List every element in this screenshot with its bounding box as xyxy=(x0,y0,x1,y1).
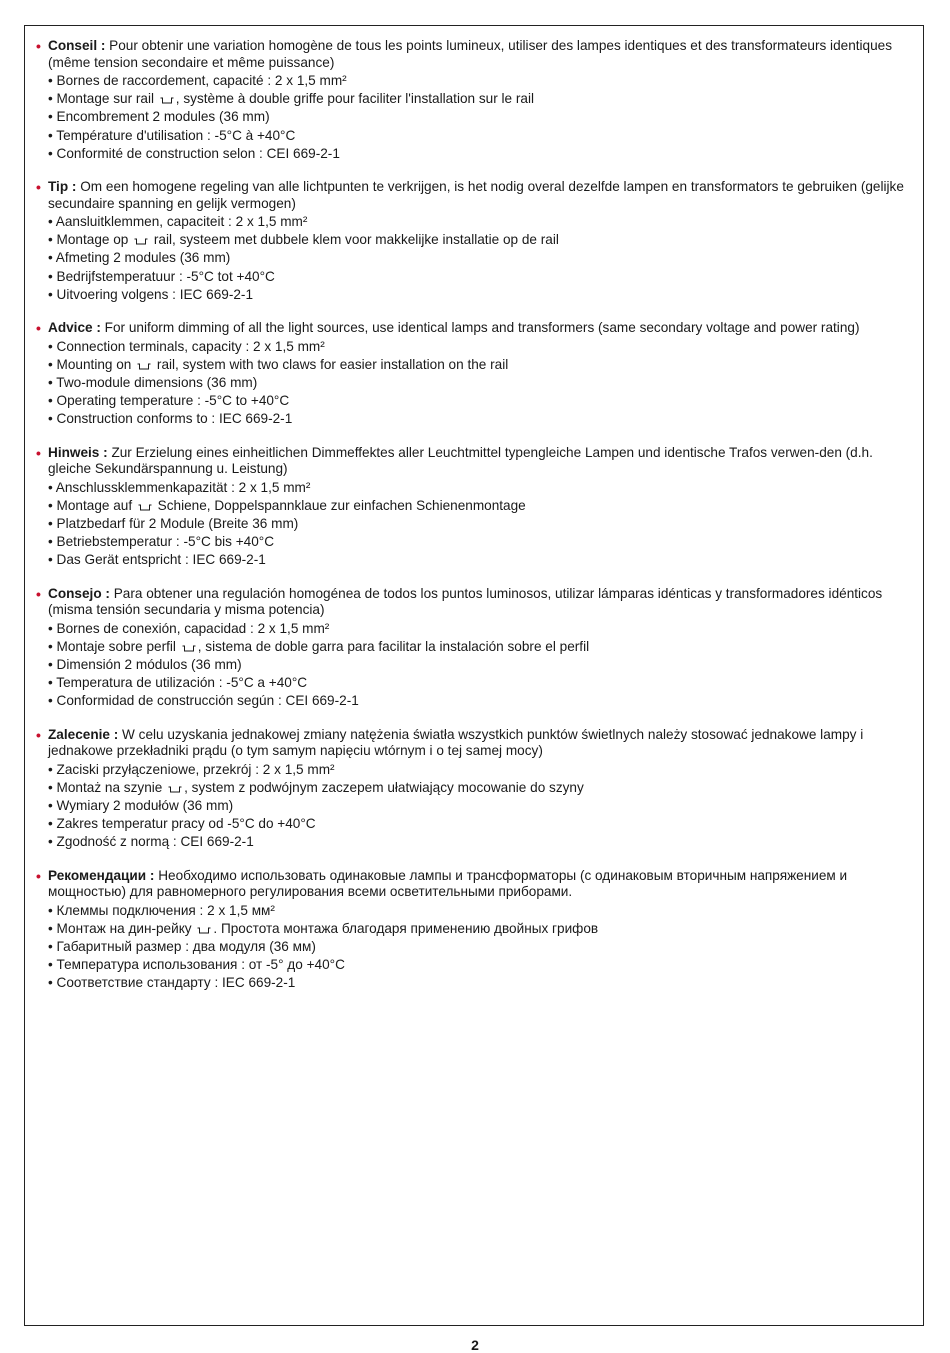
list-item-text-before: Монтаж на дин-рейку xyxy=(56,920,196,936)
document-body xyxy=(36,38,912,1009)
spec-list xyxy=(36,479,912,570)
section-intro xyxy=(36,38,912,71)
spec-list xyxy=(36,213,912,304)
section-intro xyxy=(36,586,912,619)
list-item xyxy=(48,479,912,497)
list-item xyxy=(48,286,912,304)
red-bullet-icon: • xyxy=(36,585,41,602)
section-text: Para obtener una regulación homogénea de todos los puntos luminosos, utilizar lámparas idénticas y transformadores idénticos (misma tensión secundaria y misma potencia) xyxy=(48,585,883,618)
list-item xyxy=(48,833,912,851)
red-bullet-icon: • xyxy=(36,179,41,196)
din-rail-icon xyxy=(182,645,196,652)
section-title: Tip : xyxy=(48,179,77,195)
list-item xyxy=(48,72,912,90)
red-bullet-icon: • xyxy=(36,320,41,337)
list-item-text: Соответствие стандарту : IEC 669-2-1 xyxy=(56,975,296,991)
list-item-text: Dimensión 2 módulos (36 mm) xyxy=(56,656,242,672)
list-item-text: Température d'utilisation : -5°C à +40°C xyxy=(56,127,296,143)
spec-list xyxy=(36,338,912,429)
section-title: Advice : xyxy=(48,320,101,336)
section-title: Hinweis : xyxy=(48,444,108,460)
section-title: Zalecenie : xyxy=(48,726,119,742)
section-text: For uniform dimming of all the light sources, use identical lamps and transformers (same secondary voltage and power rating) xyxy=(100,320,860,336)
section-intro xyxy=(36,179,912,212)
list-item xyxy=(48,497,912,515)
din-rail-icon xyxy=(137,363,151,370)
list-item xyxy=(48,920,912,938)
section-text: Необходимо использовать одинаковые лампы и трансформаторы (с одинаковым вторичным напряжением и мощностью) для равномерного регулирования всеми осветительными приборами. xyxy=(48,867,848,900)
list-item xyxy=(48,620,912,638)
list-item xyxy=(48,656,912,674)
section-en xyxy=(36,320,912,429)
list-item xyxy=(48,338,912,356)
red-bullet-icon: • xyxy=(36,867,41,884)
list-item xyxy=(48,938,912,956)
list-item-text: Temperatura de utilización : -5°C a +40°C xyxy=(56,675,308,691)
list-item-text: Zaciski przyłączeniowe, przekrój : 2 x 1,5 mm² xyxy=(56,761,335,777)
list-item-text: Bedrijfstemperatuur : -5°C tot +40°C xyxy=(56,268,275,284)
list-item-text: Afmeting 2 modules (36 mm) xyxy=(55,250,231,266)
list-item-text: Wymiary 2 modułów (36 mm) xyxy=(56,797,234,813)
list-item-text: Клеммы подключения : 2 x 1,5 мм² xyxy=(56,902,275,918)
section-de xyxy=(36,445,912,570)
list-item xyxy=(48,902,912,920)
list-item-text: Conformité de construction selon : CEI 669-2-1 xyxy=(56,145,340,161)
spec-list xyxy=(36,902,912,993)
list-item-text: Anschlussklemmenkapazität : 2 x 1,5 mm² xyxy=(55,479,311,495)
page-number: 2 xyxy=(471,1337,479,1353)
list-item-text: Conformidad de construcción según : CEI 669-2-1 xyxy=(56,693,359,709)
list-item-text: Platzbedarf für 2 Module (Breite 36 mm) xyxy=(56,515,299,531)
list-item-text: Zakres temperatur pracy od -5°C do +40°C xyxy=(56,816,316,832)
list-item xyxy=(48,797,912,815)
list-item xyxy=(48,533,912,551)
section-intro xyxy=(36,868,912,901)
list-item xyxy=(48,356,912,374)
section-intro xyxy=(36,320,912,337)
list-item-text-before: Montage sur rail xyxy=(56,91,158,107)
section-title: Conseil : xyxy=(48,38,106,53)
list-item xyxy=(48,127,912,145)
red-bullet-icon: • xyxy=(36,444,41,461)
list-item-text: Uitvoering volgens : IEC 669-2-1 xyxy=(56,286,253,302)
section-text: Pour obtenir une variation homogène de tous les points lumineux, utiliser des lampes identiques et des transformateurs identiques (même tension secondaire et même puissance) xyxy=(48,38,893,70)
section-es xyxy=(36,586,912,711)
list-item-text: Aansluitklemmen, capaciteit : 2 x 1,5 mm² xyxy=(55,214,308,230)
list-item-text-before: Montage auf xyxy=(56,497,136,513)
list-item-text-after: , system z podwójnym zaczepem ułatwiający mocowanie do szyny xyxy=(184,779,584,795)
section-text: W celu uzyskania jednakowej zmiany natężenia światła wszystkich punktów świetlnych należy stosować jednakowe lampy i jednakowe przekładniki prądu (o tym samym napięciu wtórnym i o tej samej mocy) xyxy=(48,726,864,759)
list-item xyxy=(48,145,912,163)
list-item-text: Two-module dimensions (36 mm) xyxy=(56,374,258,390)
list-item-text-before: Montaż na szynie xyxy=(56,779,167,795)
din-rail-icon xyxy=(134,238,148,245)
list-item-text-before: Mounting on xyxy=(56,356,136,372)
list-item-text: Bornes de raccordement, capacité : 2 x 1,5 mm² xyxy=(56,73,347,88)
list-item-text-after: Schiene, Doppelspannklaue zur einfachen Schienenmontage xyxy=(153,497,526,513)
list-item xyxy=(48,692,912,710)
list-item-text: Encombrement 2 modules (36 mm) xyxy=(56,109,270,125)
list-item-text-before: Montage op xyxy=(56,232,133,248)
list-item-text: Operating temperature : -5°C to +40°C xyxy=(56,393,290,409)
list-item xyxy=(48,392,912,410)
list-item-text: Connection terminals, capacity : 2 x 1,5 mm² xyxy=(56,338,325,354)
list-item xyxy=(48,974,912,992)
list-item-text-after: , système à double griffe pour faciliter l'installation sur le rail xyxy=(175,91,535,107)
section-intro xyxy=(36,727,912,760)
list-item xyxy=(48,638,912,656)
section-pl xyxy=(36,727,912,852)
list-item xyxy=(48,90,912,108)
din-rail-icon xyxy=(138,504,152,511)
list-item-text: Zgodność z normą : CEI 669-2-1 xyxy=(56,834,254,850)
list-item-text: Температура использования : от -5° до +40°C xyxy=(56,957,345,973)
section-title: Рекомендации : xyxy=(48,867,155,883)
list-item xyxy=(48,956,912,974)
list-item-text-before: Montaje sobre perfil xyxy=(56,638,180,654)
spec-list xyxy=(36,620,912,711)
list-item xyxy=(48,410,912,428)
list-item xyxy=(48,268,912,286)
list-item xyxy=(48,551,912,569)
list-item-text: Das Gerät entspricht : IEC 669-2-1 xyxy=(56,552,266,568)
spec-list xyxy=(36,72,912,163)
section-fr xyxy=(36,38,912,163)
section-text: Om een homogene regeling van alle lichtpunten te verkrijgen, is het nodig overal dezelfde lampen en transformators te gebruiken (gelijke secundaire spanning en gelijk vermogen) xyxy=(48,179,904,211)
section-nl xyxy=(36,179,912,304)
list-item-text-after: rail, systeem met dubbele klem voor makkelijke installatie op de rail xyxy=(150,232,559,248)
list-item-text: Construction conforms to : IEC 669-2-1 xyxy=(56,411,293,427)
list-item xyxy=(48,515,912,533)
list-item xyxy=(48,249,912,267)
list-item xyxy=(48,374,912,392)
list-item xyxy=(48,815,912,833)
list-item-text-after: . Простота монтажа благодаря применению двойных грифов xyxy=(213,920,599,936)
red-bullet-icon: • xyxy=(36,726,41,743)
section-intro xyxy=(36,445,912,478)
list-item-text-after: , sistema de doble garra para facilitar la instalación sobre el perfil xyxy=(197,638,590,654)
red-bullet-icon: • xyxy=(36,38,41,54)
din-rail-icon xyxy=(197,927,211,934)
list-item xyxy=(48,674,912,692)
spec-list xyxy=(36,761,912,852)
list-item xyxy=(48,761,912,779)
list-item xyxy=(48,213,912,231)
din-rail-icon xyxy=(168,786,182,793)
section-title: Consejo : xyxy=(48,585,110,601)
list-item-text: Betriebstemperatur : -5°C bis +40°C xyxy=(56,534,275,550)
list-item xyxy=(48,779,912,797)
list-item xyxy=(48,108,912,126)
list-item-text: Габаритный размер : два модуля (36 мм) xyxy=(56,939,316,954)
list-item xyxy=(48,231,912,249)
section-text: Zur Erzielung eines einheitlichen Dimmeffektes aller Leuchtmittel typengleiche Lampen und identische Trafos verwen-den (d.h. gleiche Sekundärspannung u. Leistung) xyxy=(48,444,873,477)
din-rail-icon xyxy=(160,97,174,104)
section-ru xyxy=(36,868,912,993)
list-item-text-after: rail, system with two claws for easier installation on the rail xyxy=(153,356,509,372)
list-item-text: Bornes de conexión, capacidad : 2 x 1,5 mm² xyxy=(56,620,330,636)
